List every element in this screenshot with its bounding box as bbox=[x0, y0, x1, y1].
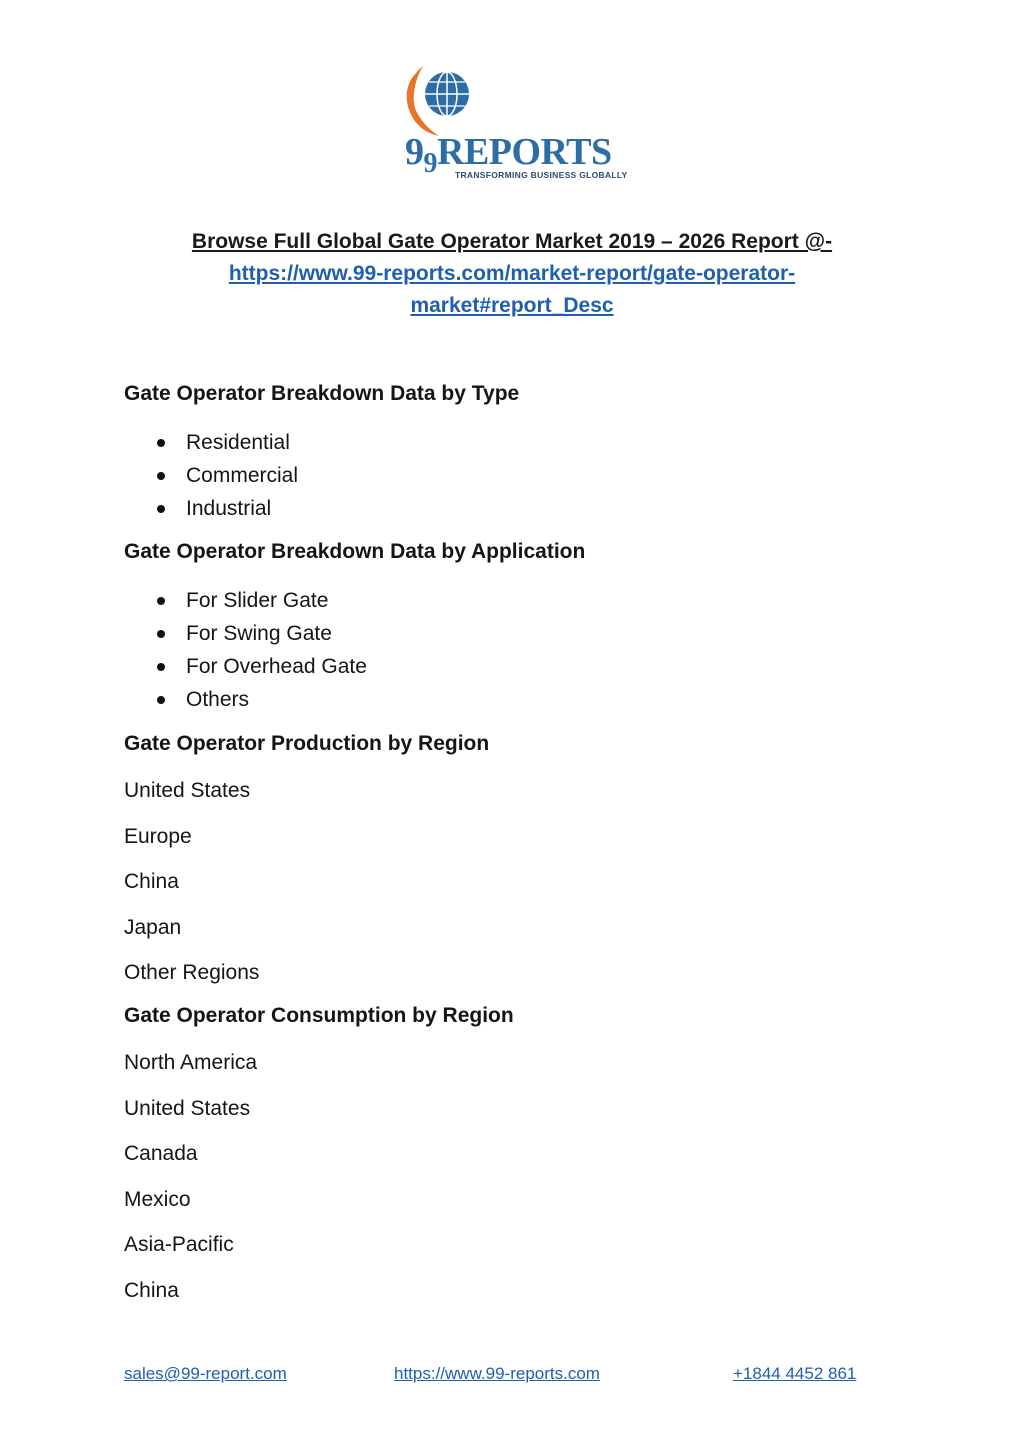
list-item: North America bbox=[124, 1051, 258, 1074]
bullet-icon bbox=[157, 630, 165, 638]
production-region-list bbox=[124, 776, 259, 1004]
list-item: United States bbox=[124, 779, 251, 802]
company-logo bbox=[403, 60, 628, 182]
list-item: Commercial bbox=[124, 459, 298, 492]
list-item: China bbox=[124, 1278, 179, 1302]
section-heading-production: Gate Operator Production by Region bbox=[124, 732, 490, 755]
type-list bbox=[124, 426, 298, 525]
bullet-icon bbox=[157, 439, 165, 447]
bullet-icon bbox=[157, 663, 165, 671]
section-heading-type: Gate Operator Breakdown Data by Type bbox=[124, 382, 520, 405]
logo-tagline: TRANSFORMING BUSINESS GLOBALLY bbox=[455, 170, 628, 180]
browse-block bbox=[110, 226, 914, 322]
list-item: For Slider Gate bbox=[124, 584, 367, 617]
list-item: For Swing Gate bbox=[124, 617, 367, 650]
list-item: Residential bbox=[124, 426, 298, 459]
list-item: Industrial bbox=[124, 492, 298, 525]
bullet-icon bbox=[157, 597, 165, 605]
footer-phone-link[interactable]: +1844 4452 861 bbox=[733, 1364, 857, 1383]
section-heading-consumption: Gate Operator Consumption by Region bbox=[124, 1004, 514, 1027]
list-item: United States bbox=[124, 1096, 251, 1120]
bullet-icon bbox=[157, 472, 165, 480]
consumption-region-list bbox=[124, 1048, 257, 1321]
list-item: For Overhead Gate bbox=[124, 650, 367, 683]
list-item: Canada bbox=[124, 1142, 198, 1165]
list-item: Mexico bbox=[124, 1187, 191, 1211]
footer-website-link[interactable]: https://www.99-reports.com bbox=[394, 1364, 600, 1383]
report-link-line1[interactable]: https://www.99-reports.com/market-report/gate-operator- bbox=[228, 262, 796, 285]
application-list bbox=[124, 584, 367, 716]
logo-wordmark: $9_9REPORTS$ bbox=[405, 131, 612, 179]
report-link-line2[interactable]: market#report_Desc bbox=[410, 294, 614, 317]
list-item: Others bbox=[124, 683, 367, 716]
list-item: Europe bbox=[124, 824, 192, 848]
list-item: Other Regions bbox=[124, 961, 260, 984]
browse-title[interactable]: Browse Full Global Gate Operator Market 2019 – 2026 Report @- bbox=[191, 230, 833, 253]
bullet-icon bbox=[157, 505, 165, 513]
footer-email-link[interactable]: sales@99-report.com bbox=[124, 1364, 287, 1383]
list-item: China bbox=[124, 870, 179, 893]
list-item: Japan bbox=[124, 915, 182, 939]
bullet-icon bbox=[157, 696, 165, 704]
globe-icon bbox=[403, 60, 475, 140]
section-heading-application: Gate Operator Breakdown Data by Application bbox=[124, 540, 586, 563]
footer bbox=[124, 1364, 864, 1390]
list-item: Asia-Pacific bbox=[124, 1233, 234, 1256]
